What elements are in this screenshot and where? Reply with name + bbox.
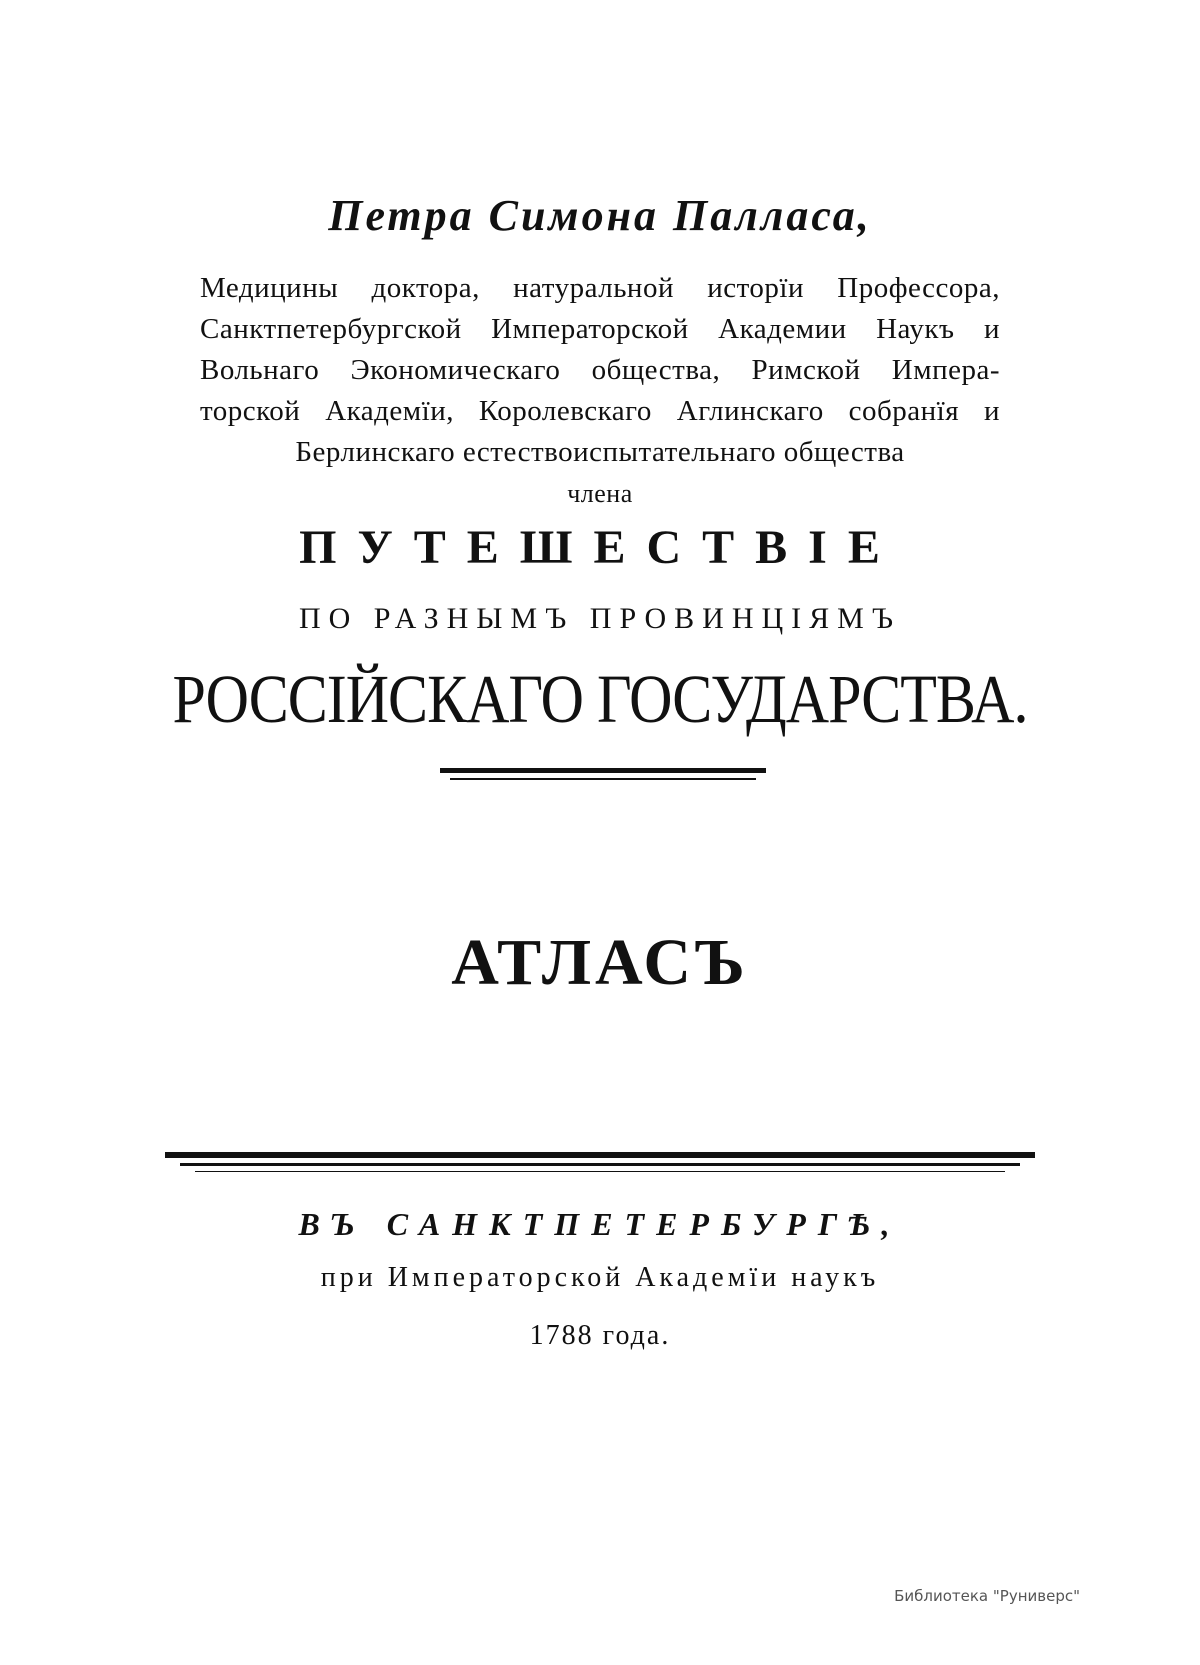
credentials-line: торской Академїи, Королевскаго Аглинскаго собранїя и [200, 395, 1000, 427]
credentials-line: Медицины доктора, натуральной исторїи Профессора, [200, 272, 1000, 304]
book-title: ПУТЕШЕСТВIЕ [299, 521, 901, 574]
ornamental-rule-upper [440, 768, 766, 773]
ornamental-rule-lower-hairline [195, 1171, 1005, 1172]
ornamental-rule-lower [165, 1152, 1035, 1158]
author-name: Петра Симона Палласа, [328, 191, 872, 240]
imprint-press: при Императорской Академїи наукъ [320, 1262, 880, 1293]
imprint-year: 1788 года. [529, 1320, 671, 1351]
author-credentials [200, 268, 1000, 514]
book-subtitle: ПО РАЗНЫМЪ ПРОВИНЦIЯМЪ [298, 602, 902, 635]
credentials-line: Вольнаго Экономическаго общества, Римской Импера- [200, 354, 1000, 386]
ornamental-rule-lower-thin [180, 1163, 1020, 1166]
library-watermark: Библиотека "Руниверс" [894, 1587, 1080, 1605]
credentials-line: Берлинскаго естествоиспытательнаго общества [295, 436, 905, 468]
member-word: члена [567, 479, 633, 508]
book-subtitle-state: РОССIЙСКАГО ГОСУДАРСТВА. [172, 661, 1028, 738]
volume-title: АТЛАСЪ [451, 926, 749, 999]
ornamental-rule-upper-thin [450, 778, 756, 780]
credentials-line: Санктпетербургской Императорской Академии Наукъ и [200, 313, 1000, 345]
imprint-city: ВЪ САНКТПЕТЕРБУРГѢ, [298, 1206, 902, 1242]
